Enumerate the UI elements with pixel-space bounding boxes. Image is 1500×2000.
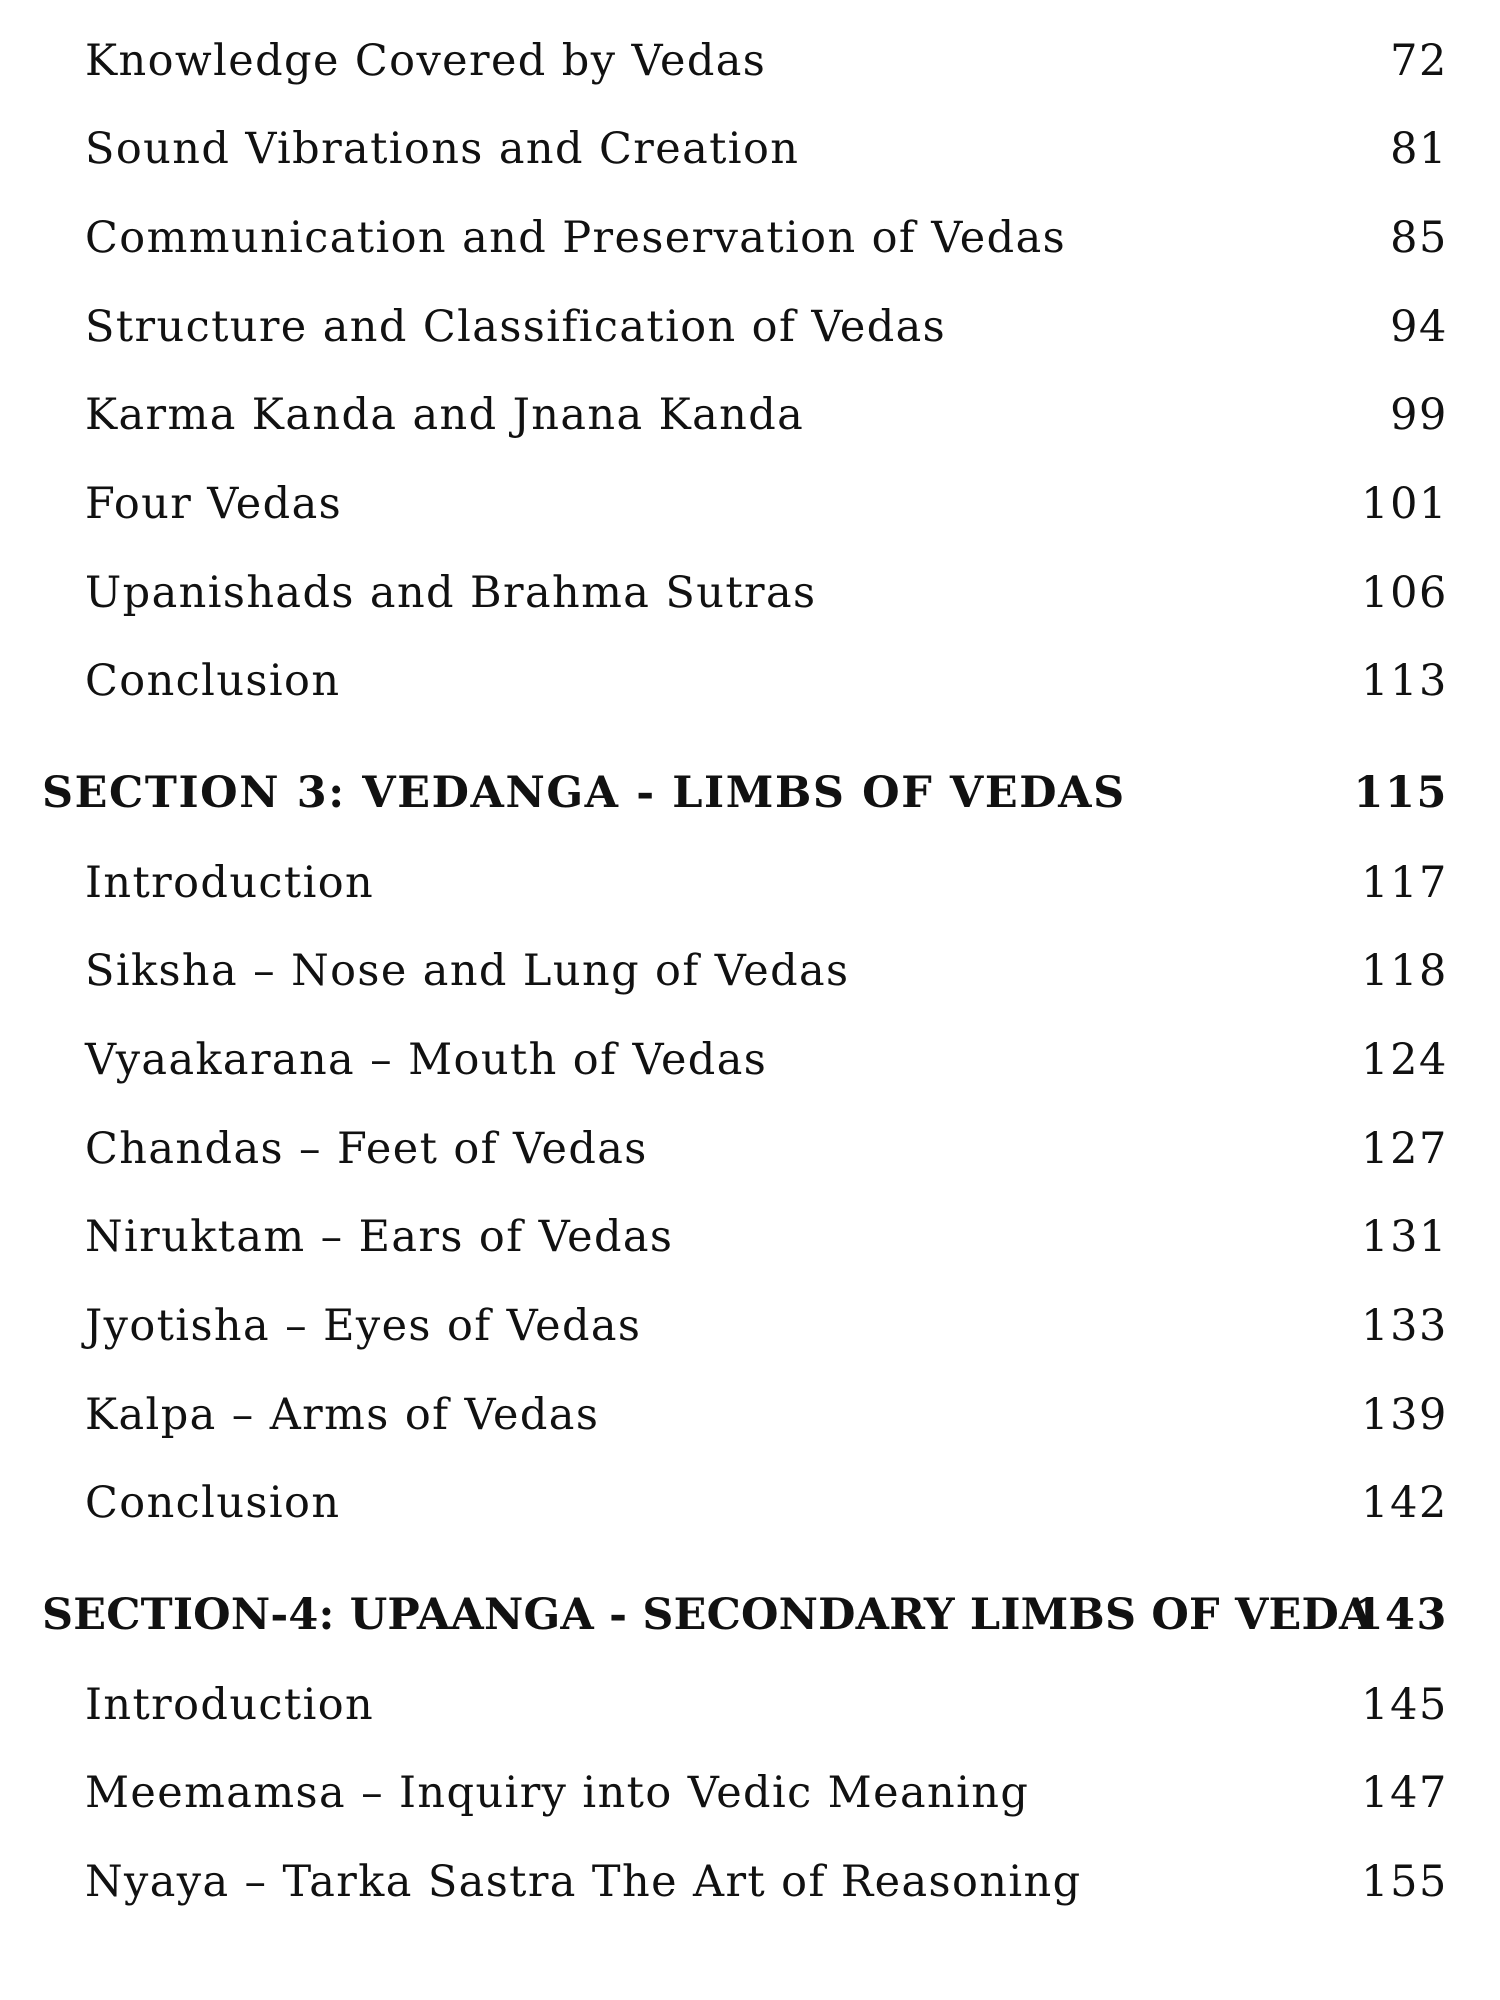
toc-entry-title: Chandas – Feet of Vedas (85, 1124, 648, 1174)
toc-entry-title: Communication and Preservation of Vedas (85, 213, 1067, 263)
toc-entry (0, 1473, 1500, 1533)
toc-entry (0, 297, 1500, 357)
toc-entry-page: 101 (1361, 479, 1448, 529)
toc-entry-page: 118 (1361, 946, 1448, 996)
toc-entry (0, 853, 1500, 913)
toc-entry (0, 474, 1500, 534)
toc-entry-page: 127 (1361, 1124, 1448, 1174)
toc-entry (0, 1852, 1500, 1912)
toc-entry (0, 651, 1500, 711)
toc-entry (0, 1119, 1500, 1179)
section-page: 115 (1353, 768, 1448, 818)
toc-entry-page: 94 (1390, 302, 1448, 352)
toc-entry-title: Siksha – Nose and Lung of Vedas (85, 946, 850, 996)
toc-entry-page: 81 (1390, 124, 1448, 174)
toc-entry (0, 208, 1500, 268)
toc-entry (0, 1675, 1500, 1735)
section-title: SECTION 3: VEDANGA - LIMBS OF VEDAS (42, 768, 1126, 818)
toc-entry-page: 147 (1361, 1768, 1448, 1818)
toc-entry-page: 124 (1361, 1035, 1448, 1085)
toc-entry-page: 106 (1361, 568, 1448, 618)
toc-entry-page: 72 (1390, 36, 1448, 86)
toc-entry-title: Conclusion (85, 1478, 341, 1528)
toc-entry-page: 131 (1361, 1212, 1448, 1262)
toc-entry-title: Sound Vibrations and Creation (85, 124, 800, 174)
toc-entry (0, 1296, 1500, 1356)
toc-entry-title: Niruktam – Ears of Vedas (85, 1212, 674, 1262)
toc-entry (0, 31, 1500, 91)
toc-entry (0, 119, 1500, 179)
toc-entry-title: Kalpa – Arms of Vedas (85, 1390, 600, 1440)
toc-entry (0, 385, 1500, 445)
section-page: 143 (1353, 1590, 1448, 1640)
toc-entry-page: 133 (1361, 1301, 1448, 1351)
toc-entry-page: 145 (1361, 1680, 1448, 1730)
toc-section-heading (0, 763, 1500, 823)
toc-entry-title: Introduction (85, 1680, 375, 1730)
section-title: SECTION-4: UPAANGA - SECONDARY LIMBS OF VEDA (42, 1590, 1373, 1640)
toc-entry (0, 1763, 1500, 1823)
toc-entry-page: 117 (1361, 858, 1448, 908)
toc-entry-title: Nyaya – Tarka Sastra The Art of Reasoning (85, 1857, 1082, 1907)
toc-entry-title: Jyotisha – Eyes of Vedas (85, 1301, 642, 1351)
toc-entry-page: 85 (1390, 213, 1448, 263)
toc-entry (0, 563, 1500, 623)
toc-entry-title: Vyaakarana – Mouth of Vedas (85, 1035, 768, 1085)
toc-entry-page: 113 (1361, 656, 1448, 706)
toc-entry-title: Meemamsa – Inquiry into Vedic Meaning (85, 1768, 1030, 1818)
toc-entry-title: Four Vedas (85, 479, 343, 529)
toc-entry (0, 1207, 1500, 1267)
toc-entry-page: 142 (1361, 1478, 1448, 1528)
toc-entry-title: Upanishads and Brahma Sutras (85, 568, 817, 618)
toc-entry-page: 139 (1361, 1390, 1448, 1440)
toc-entry-title: Introduction (85, 858, 375, 908)
toc-entry-title: Knowledge Covered by Vedas (85, 36, 767, 86)
toc-entry-title: Conclusion (85, 656, 341, 706)
toc-entry-page: 155 (1361, 1857, 1448, 1907)
toc-entry-title: Structure and Classification of Vedas (85, 302, 947, 352)
toc-entry (0, 941, 1500, 1001)
toc-entry-page: 99 (1390, 390, 1448, 440)
toc-entry (0, 1385, 1500, 1445)
toc-entry-title: Karma Kanda and Jnana Kanda (85, 390, 805, 440)
toc-entry (0, 1030, 1500, 1090)
toc-section-heading (0, 1585, 1500, 1645)
